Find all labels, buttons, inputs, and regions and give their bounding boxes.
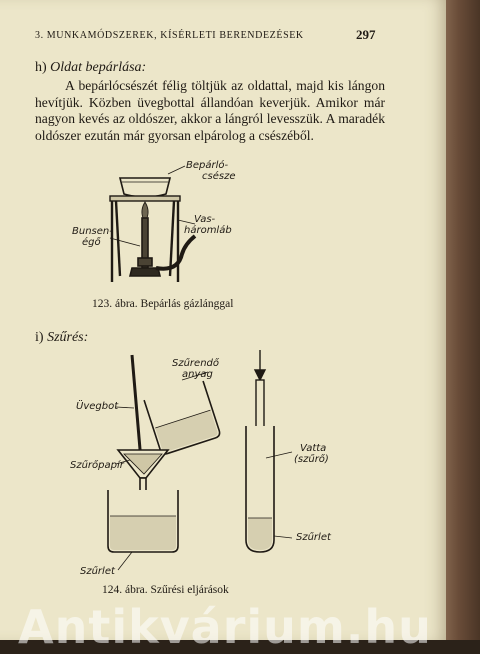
label-filtrate-right: Szűrlet bbox=[296, 532, 331, 543]
section-h-marker: h) bbox=[35, 60, 47, 75]
section-i-title: Szűrés: bbox=[47, 330, 89, 345]
label-wool-line-2: (szűrő) bbox=[294, 454, 329, 465]
label-burner-line-1: Bunsen- bbox=[72, 226, 113, 237]
flame bbox=[142, 202, 148, 218]
label-filtrate-left: Szűrlet bbox=[80, 566, 115, 577]
label-evaporating-dish bbox=[186, 160, 235, 182]
label-tripod-line-1: Vas- bbox=[194, 214, 216, 225]
label-filter-paper: Szűrőpapír bbox=[70, 460, 124, 471]
section-h-paragraph: A bepárlócsészét félig töltjük az oldattal, majd kis lángon hevítjük. Közben üvegbottal állandóan keverjük. Amikor már nagyon kevés az oldószer, akkor a lángról levesszük. A maradék oldószer ezután már gyorsan elpárolog a csészéből. bbox=[35, 78, 385, 143]
wire-gauze bbox=[110, 196, 180, 201]
gas-hose bbox=[156, 236, 195, 269]
section-i-heading bbox=[35, 330, 88, 346]
label-material-line-1: Szűrendő bbox=[172, 358, 220, 369]
label-tripod-line-2: háromláb bbox=[184, 225, 232, 236]
receiving-beaker bbox=[108, 490, 178, 552]
section-i-marker: i) bbox=[35, 330, 44, 345]
section-h-title: Oldat bepárlása: bbox=[50, 60, 147, 75]
label-bunsen-burner bbox=[72, 226, 113, 248]
label-burner-line-2: égő bbox=[82, 237, 101, 248]
figure-124-caption: 124. ábra. Szűrési eljárások bbox=[102, 584, 229, 596]
page-number: 297 bbox=[356, 27, 376, 42]
evaporating-dish bbox=[120, 178, 170, 197]
label-dish-line-1: Bepárló- bbox=[186, 160, 229, 171]
label-material-line-2: anyag bbox=[182, 369, 213, 380]
pour-arrow bbox=[255, 350, 265, 380]
bunsen-burner bbox=[130, 218, 160, 276]
label-cotton-wool bbox=[294, 443, 329, 465]
label-glass-rod: Üvegbot bbox=[76, 401, 119, 412]
watermark: Antikvárium.hu bbox=[18, 600, 432, 654]
label-dish-line-2: csésze bbox=[202, 171, 236, 182]
pouring-beaker bbox=[144, 381, 221, 455]
label-wool-line-1: Vatta bbox=[300, 443, 327, 454]
book-spine bbox=[440, 0, 480, 640]
label-iron-tripod bbox=[184, 214, 232, 236]
label-filter-material bbox=[172, 358, 219, 380]
running-header: 3. MUNKAMÓDSZEREK, KÍSÉRLETI BERENDEZÉSEK bbox=[35, 30, 304, 41]
section-h-heading bbox=[35, 60, 146, 76]
figure-123-caption: 123. ábra. Bepárlás gázlánggal bbox=[92, 298, 234, 310]
